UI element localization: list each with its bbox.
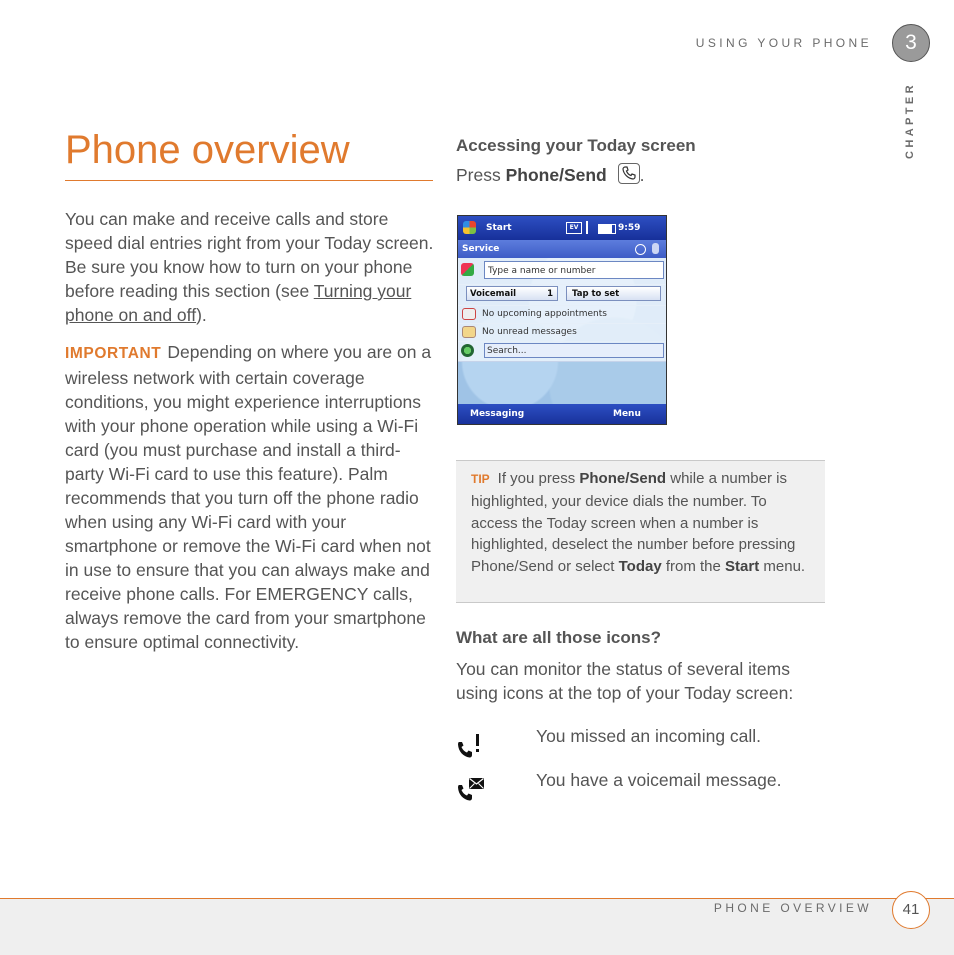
phone-service-bar [458, 240, 666, 258]
battery-icon [598, 224, 616, 234]
voicemail-description: You have a voicemail message. [536, 770, 782, 790]
phone-softkey-bar [458, 404, 666, 425]
missed-call-description: You missed an incoming call. [536, 726, 762, 746]
tip-text-part: menu. [759, 558, 806, 576]
appointments-row[interactable] [458, 305, 666, 324]
search-row [458, 341, 666, 362]
press-suffix: . [639, 165, 645, 185]
voicemail-label: Voicemail [470, 289, 517, 299]
phone-search-input[interactable]: Search... [484, 343, 664, 358]
service-label: Service [462, 244, 500, 254]
important-note [65, 340, 435, 654]
tip-label: TIP [471, 472, 490, 486]
speed-dial-icon [461, 263, 474, 276]
tip-text-part: If you press [497, 470, 580, 487]
heading-accessing-today: Accessing your Today screen [456, 136, 696, 155]
footer-section-title: PHONE OVERVIEW [713, 901, 872, 915]
tip-text-part: from the [661, 558, 726, 576]
envelope-icon [462, 326, 476, 338]
turning-phone-on-link[interactable]: Turning your phone on and off [65, 281, 412, 325]
windows-flag-icon [463, 221, 476, 234]
icon-legend-row [456, 770, 836, 800]
icon-legend-row [456, 726, 836, 756]
tip-bold-start: Start [725, 558, 760, 576]
tap-to-set-button[interactable]: Tap to set [566, 286, 661, 301]
phone-clock: 9:59 [618, 223, 641, 233]
phone-send-key-icon [618, 163, 640, 184]
globe-search-icon [461, 344, 474, 357]
press-instruction [456, 163, 644, 186]
calendar-icon [462, 308, 476, 320]
page-title: Phone overview [65, 128, 350, 172]
missed-call-icon [456, 732, 482, 760]
important-label: IMPORTANT [65, 345, 162, 362]
softkey-messaging[interactable]: Messaging [470, 409, 525, 419]
title-divider [65, 180, 433, 181]
intro-paragraph [65, 207, 435, 327]
press-prefix: Press [456, 165, 506, 185]
chapter-number-badge: 3 [892, 24, 930, 62]
messages-text: No unread messages [482, 327, 577, 337]
softkey-menu[interactable]: Menu [613, 409, 641, 419]
monitor-paragraph: You can monitor the status of several items using icons at the top of your Today screen: [456, 659, 794, 703]
page-number-badge: 41 [892, 891, 930, 929]
phone-speed-dial-row [458, 284, 666, 306]
phone-title-bar [458, 216, 666, 240]
intro-text-end: ). [196, 305, 207, 325]
tip-box [456, 460, 825, 603]
voicemail-icon [456, 776, 486, 804]
dial-input[interactable]: Type a name or number [484, 261, 664, 279]
running-header: USING YOUR PHONE [695, 36, 872, 50]
messages-row[interactable] [458, 323, 666, 342]
tip-bold-today: Today [618, 558, 662, 576]
appointments-text: No upcoming appointments [482, 309, 607, 319]
bluetooth-icon [652, 243, 659, 254]
important-text: Depending on where you are on a wireless network with certain coverage conditions, you might experience interruptions with your phone operation while using a Wi-Fi card (you must purchase and install a third-party Wi-Fi card to use this feature). Palm recommends that you turn off the phone radio when using any Wi-Fi card with your smartphone or remove the Wi-Fi card when not in use to ensure that you can always make and receive phone calls. For EMERGENCY calls, always remove the card from your smartphone to ensure optimal connectivity. [65, 342, 432, 652]
phone-start-label[interactable]: Start [486, 223, 512, 233]
voicemail-button[interactable] [466, 286, 558, 301]
signal-strength-icon: EV [566, 222, 582, 234]
voicemail-key: 1 [547, 289, 553, 299]
intro-text: You can make and receive calls and store speed dial entries right from your Today screen. Be sure you know how to turn on your phone before reading this section (see [65, 209, 434, 301]
tip-text [471, 468, 815, 578]
tip-bold-phone-send: Phone/Send [579, 470, 667, 487]
chapter-label: CHAPTER [904, 82, 916, 159]
antenna-icon [586, 221, 598, 234]
phone-dial-row [458, 258, 666, 285]
tip-text-part: while a number is highlighted, your device dials the number. To access the Today screen when a number is highlighted, deselect the number before pressing Phone/Send or select [471, 470, 796, 576]
heading-icons: What are all those icons? [456, 628, 661, 647]
gps-icon [635, 244, 646, 255]
today-screen-screenshot [457, 215, 667, 425]
press-key-name: Phone/Send [505, 165, 607, 185]
